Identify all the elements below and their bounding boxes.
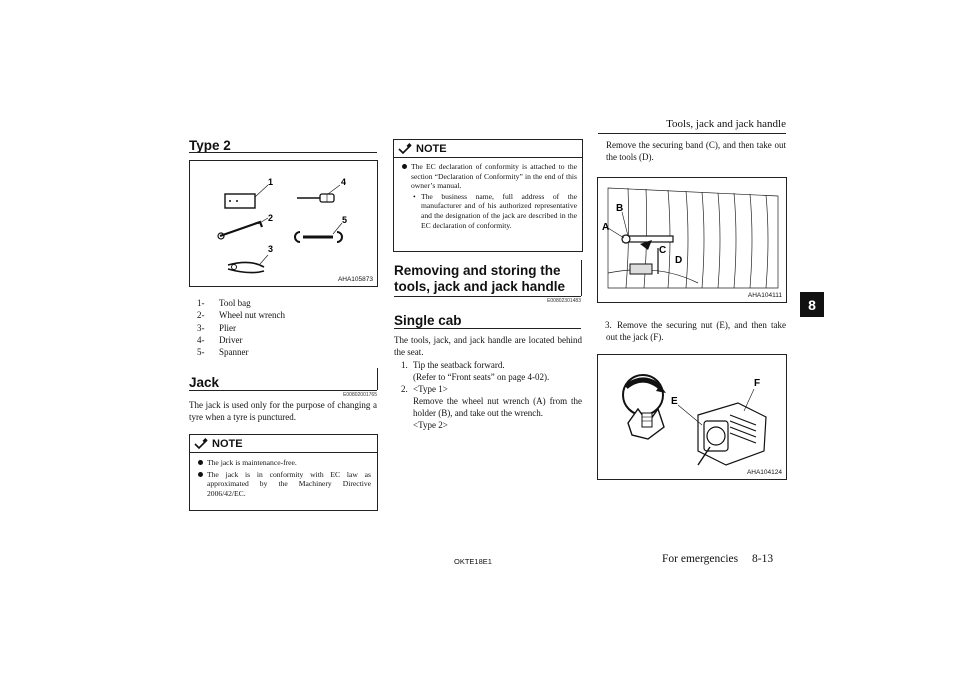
tools-figure — [189, 160, 378, 287]
running-header-title: Tools, jack and jack handle — [666, 118, 786, 130]
label-b: B — [616, 203, 624, 214]
note-label: NOTE — [212, 437, 243, 450]
callout-5: 5 — [342, 215, 348, 225]
step-3: 3. Remove the securing nut (E), and then take out the jack (F). — [605, 320, 786, 342]
heading-rule — [394, 328, 581, 329]
note-item: The jack is in conformity with EC law as approximated by the Machinery Directive 2006/42/EC. — [207, 470, 371, 499]
header-rule — [598, 133, 786, 134]
label-a: A — [602, 222, 610, 233]
note-header — [190, 435, 377, 453]
step-1: 1. Tip the seatback forward. — [401, 360, 505, 370]
figure-code: AHA105873 — [337, 276, 373, 283]
heading-tick — [581, 260, 582, 296]
note-box — [189, 434, 378, 511]
tool-list — [197, 297, 285, 358]
step-2-text: Remove the wheel nut wrench (A) from the holder (B), and take out the wrench. — [413, 396, 582, 418]
single-cab-paragraph: The tools, jack, and jack handle are located behind the seat. — [394, 335, 582, 357]
jack-figure — [597, 354, 787, 480]
steps-list — [401, 359, 582, 431]
step-1-reference: (Refer to “Front seats” on page 4-02). — [413, 372, 550, 382]
tools-illustration — [190, 161, 377, 286]
step-2-type2: <Type 2> — [413, 420, 448, 430]
label-f: F — [754, 378, 761, 389]
figure-code: AHA104124 — [746, 469, 782, 476]
heading-rule — [394, 296, 581, 297]
jack-heading: Jack — [189, 375, 220, 390]
heading-rule — [189, 390, 377, 391]
callout-3: 3 — [268, 244, 274, 254]
single-cab-heading: Single cab — [394, 313, 462, 328]
tool-list-item: 2- Wheel nut wrench — [197, 310, 285, 321]
footer-section: For emergencies — [662, 553, 739, 565]
type2-paragraph: Remove the securing band (C), and then take out the tools (D). — [606, 140, 786, 162]
jack-paragraph: The jack is used only for the purpose of changing a tyre when a tyre is punctured. — [189, 400, 377, 422]
pencil-check-icon — [194, 438, 208, 450]
note-item: The jack is maintenance-free. — [207, 458, 371, 468]
label-d: D — [675, 255, 683, 266]
heading-rule — [189, 152, 377, 153]
tool-storage-illustration — [598, 178, 786, 302]
figure-code: AHA104111 — [747, 292, 782, 299]
callout-2: 2 — [268, 213, 274, 223]
sub-bullet-icon: • — [413, 191, 416, 201]
note-box — [393, 139, 583, 252]
page-number: 8-13 — [752, 553, 774, 565]
note-label: NOTE — [416, 142, 447, 155]
step-2: 2. <Type 1> — [401, 384, 448, 394]
jack-illustration — [598, 355, 786, 479]
section-code: E00802001765 — [343, 392, 377, 398]
callout-1: 1 — [268, 177, 274, 187]
label-e: E — [671, 396, 678, 407]
section-code: E00802301483 — [547, 298, 581, 304]
note-item: The EC declaration of conformity is attached to the section “Declaration of Conformity” in the end of this owner’s manual. — [411, 162, 577, 191]
tool-storage-figure — [597, 177, 787, 303]
removing-heading: Removing and storing the tools, jack and jack handle — [394, 263, 566, 294]
chapter-tab: 8 — [800, 292, 824, 317]
tool-list-item: 1- Tool bag — [197, 298, 251, 308]
heading-tick — [377, 368, 378, 390]
tool-list-item: 5- Spanner — [197, 347, 249, 358]
type2-heading: Type 2 — [189, 138, 231, 153]
plier-shape — [228, 262, 264, 272]
footer-code: OKTE18E1 — [454, 557, 492, 566]
tool-list-item: 3- Plier — [197, 322, 236, 333]
wheel-nut-wrench-shape — [220, 222, 262, 236]
note-header — [394, 140, 582, 158]
pencil-check-icon — [398, 143, 412, 155]
callout-4: 4 — [341, 177, 347, 187]
label-c: C — [659, 245, 667, 256]
tool-list-item: 4- Driver — [197, 334, 243, 345]
note-subitem: • The business name, full address of the manufacturer and of his authorized representative and the designation of the jack are described in the EC declaration of conformity. — [413, 191, 577, 230]
